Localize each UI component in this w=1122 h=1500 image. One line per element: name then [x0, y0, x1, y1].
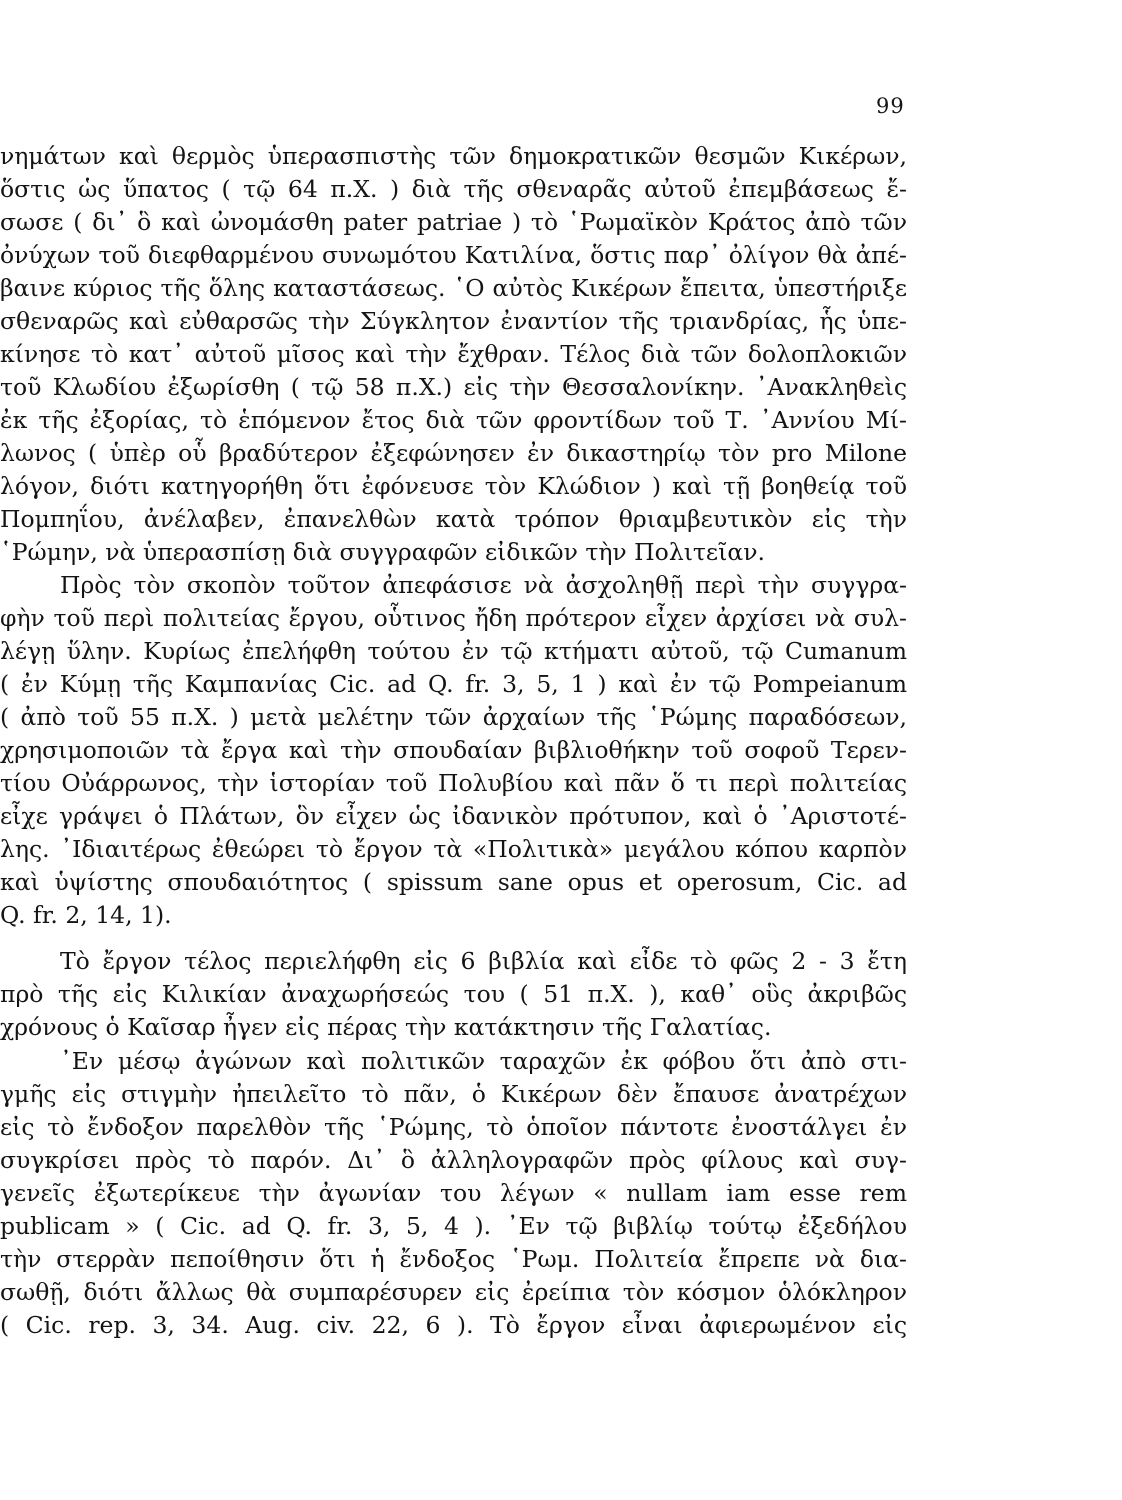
- text-line: πρὸ τῆς εἰς Κιλικίαν ἀναχωρήσεώς του ( 51 π.Χ. ), καθ᾽ οὓς ἀκριβῶς: [0, 980, 907, 1008]
- paragraph-first-line: Πρὸς τὸν σκοπὸν τοῦτον ἀπεφάσισε νὰ ἀσχοληθῇ περὶ τὴν συγγρα-: [60, 571, 907, 599]
- text-line: τίου Οὐάρρωνος, τὴν ἱστορίαν τοῦ Πολυβίου καὶ πᾶν ὅ τι περὶ πολιτείας: [0, 769, 907, 797]
- text-line: συγκρίσει πρὸς τὸ παρόν. Δι᾽ ὃ ἀλληλογραφῶν πρὸς φίλους καὶ συγ-: [0, 1146, 907, 1174]
- text-line: γμῆς εἰς στιγμὴν ἠπειλεῖτο τὸ πᾶν, ὁ Κικέρων δὲν ἔπαυσε ἀνατρέχων: [0, 1080, 907, 1108]
- text-line: τοῦ Κλωδίου ἐξωρίσθη ( τῷ 58 π.Χ.) εἰς τὴν Θεσσαλονίκην. ᾽Ανακληθεὶς: [0, 373, 907, 401]
- text-line: ἐκ τῆς ἐξορίας, τὸ ἑπόμενον ἔτος διὰ τῶν φροντίδων τοῦ Τ. ᾽Αννίου Μί-: [0, 406, 907, 434]
- paragraph-first-line: Τὸ ἔργον τέλος περιελήφθη εἰς 6 βιβλία καὶ εἶδε τὸ φῶς 2 - 3 ἔτη: [60, 947, 907, 975]
- text-line: λόγον, διότι κατηγορήθη ὅτι ἐφόνευσε τὸν Κλώδιον ) καὶ τῇ βοηθείᾳ τοῦ: [0, 472, 907, 500]
- text-line: λωνος ( ὑπὲρ οὗ βραδύτερον ἐξεφώνησεν ἐν δικαστηρίῳ τὸν pro Milone: [0, 439, 907, 467]
- text-line: ὀνύχων τοῦ διεφθαρμένου συνωμότου Κατιλίνα, ὅστις παρ᾽ ὀλίγον θὰ ἀπέ-: [0, 241, 907, 269]
- text-line: publicam » ( Cic. ad Q. fr. 3, 5, 4 ). ᾽Εν τῷ βιβλίῳ τούτῳ ἐξεδήλου: [0, 1212, 907, 1240]
- text-line: λέγῃ ὕλην. Κυρίως ἐπελήφθη τούτου ἐν τῷ κτήματι αὐτοῦ, τῷ Cumanum: [0, 637, 907, 665]
- text-line: τὴν στερρὰν πεποίθησιν ὅτι ἡ ἔνδοξος ῾Ρωμ. Πολιτεία ἔπρεπε νὰ δια-: [0, 1245, 907, 1273]
- text-line: νημάτων καὶ θερμὸς ὑπερασπιστὴς τῶν δημοκρατικῶν θεσμῶν Κικέρων,: [0, 142, 907, 170]
- text-line: ( ἀπὸ τοῦ 55 π.Χ. ) μετὰ μελέτην τῶν ἀρχαίων τῆς ῾Ρώμης παραδόσεων,: [0, 703, 907, 731]
- text-line: Πομπηΐου, ἀνέλαβεν, ἐπανελθὼν κατὰ τρόπον θριαμβευτικὸν εἰς τὴν: [0, 505, 907, 533]
- text-line: εἶχε γράψει ὁ Πλάτων, ὃν εἶχεν ὡς ἰδανικὸν πρότυπον, καὶ ὁ ᾽Αριστοτέ-: [0, 802, 907, 830]
- text-line: ὅστις ὡς ὕπατος ( τῷ 64 π.Χ. ) διὰ τῆς σθεναρᾶς αὐτοῦ ἐπεμβάσεως ἔ-: [0, 175, 907, 203]
- text-line: γενεῖς ἐξωτερίκευε τὴν ἀγωνίαν του λέγων « nullam iam esse rem: [0, 1179, 907, 1207]
- text-line: χρησιμοποιῶν τὰ ἔργα καὶ τὴν σπουδαίαν βιβλιοθήκην τοῦ σοφοῦ Τερεν-: [0, 736, 907, 764]
- text-line: βαινε κύριος τῆς ὅλης καταστάσεως. ῾Ο αὐτὸς Κικέρων ἔπειτα, ὑπεστήριξε: [0, 274, 907, 302]
- text-line: ῾Ρώμην, νὰ ὑπερασπίσῃ διὰ συγγραφῶν εἰδικῶν τὴν Πολιτεῖαν.: [0, 538, 765, 566]
- page-number: 99: [876, 94, 905, 118]
- text-line: εἰς τὸ ἔνδοξον παρελθὸν τῆς ῾Ρώμης, τὸ ὁποῖον πάντοτε ἐνοστάλγει ἐν: [0, 1113, 907, 1141]
- paragraph-first-line: ᾽Εν μέσῳ ἀγώνων καὶ πολιτικῶν ταραχῶν ἐκ φόβου ὅτι ἀπὸ στι-: [60, 1047, 907, 1075]
- text-line: λης. ᾽Ιδιαιτέρως ἐθεώρει τὸ ἔργον τὰ «Πολιτικὰ» μεγάλου κόπου καρπὸν: [0, 835, 907, 863]
- text-line: κίνησε τὸ κατ᾽ αὐτοῦ μῖσος καὶ τὴν ἔχθραν. Τέλος διὰ τῶν δολοπλοκιῶν: [0, 340, 907, 368]
- text-line: σωθῇ, διότι ἄλλως θὰ συμπαρέσυρεν εἰς ἐρείπια τὸν κόσμον ὁλόκληρον: [0, 1278, 907, 1306]
- text-line: ( Cic. rep. 3, 34. Aug. civ. 22, 6 ). Τὸ ἔργον εἶναι ἀφιερωμένον εἰς: [0, 1311, 907, 1339]
- text-line: φὴν τοῦ περὶ πολιτείας ἔργου, οὗτινος ἤδη πρότερον εἶχεν ἀρχίσει νὰ συλ-: [0, 604, 907, 632]
- text-line: Q. fr. 2, 14, 1).: [0, 901, 172, 929]
- text-line: χρόνους ὁ Καῖσαρ ἦγεν εἰς πέρας τὴν κατάκτησιν τῆς Γαλατίας.: [0, 1013, 772, 1041]
- text-line: σωσε ( δι᾽ ὃ καὶ ὠνομάσθη pater patriae ) τὸ ῾Ρωμαϊκὸν Κράτος ἀπὸ τῶν: [0, 208, 907, 236]
- text-line: ( ἐν Κύμῃ τῆς Καμπανίας Cic. ad Q. fr. 3, 5, 1 ) καὶ ἐν τῷ Pompeianum: [0, 670, 907, 698]
- text-line: καὶ ὑψίστης σπουδαιότητος ( spissum sane opus et operosum, Cic. ad: [0, 868, 907, 896]
- text-line: σθεναρῶς καὶ εὐθαρσῶς τὴν Σύγκλητον ἐναντίον τῆς τριανδρίας, ἧς ὑπε-: [0, 307, 907, 335]
